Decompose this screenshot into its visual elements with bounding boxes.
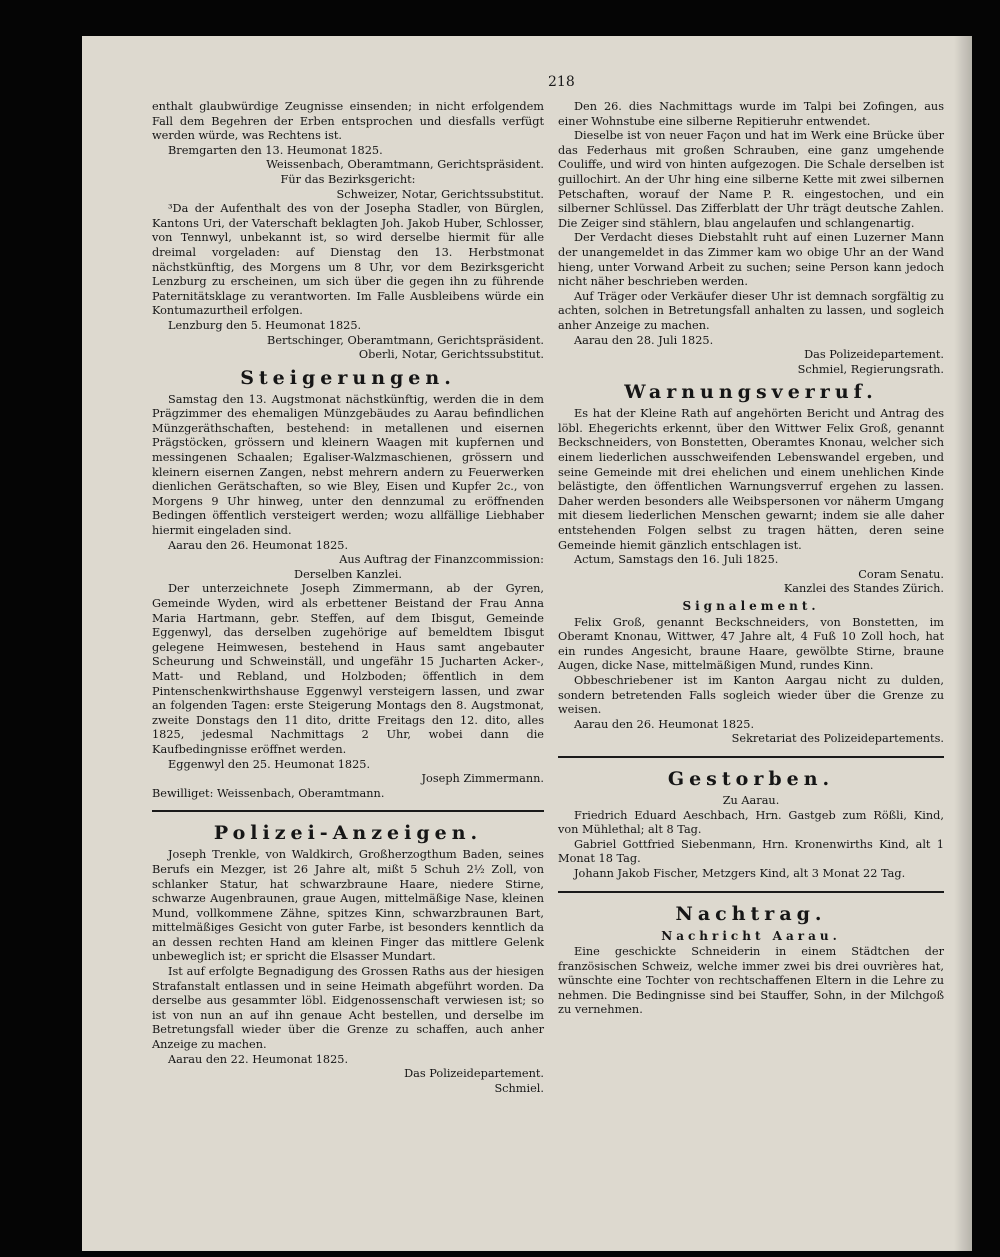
subheading-signalement: Signalement. (682, 599, 820, 613)
signature: Weissenbach, Oberamtmann, Gerichtspräsident. (266, 158, 544, 172)
signature: Bertschinger, Oberamtmann, Gerichtspräsident. (267, 333, 544, 347)
notice-paragraph: Der Verdacht dieses Diebstahlt ruht auf einen Luzerner Mann der unangemeldet in das Zimmer kam wo obige Uhr an der Wand hieng, unter Vorwand Arbeit zu suchen; seine Person kann jedoch nicht näher beschrieben werden. (558, 231, 944, 289)
page-number: 218 (548, 74, 575, 90)
signature: Sekretariat des Polizeidepartements. (731, 732, 944, 746)
notice-paragraph: Ist auf erfolgte Begnadigung des Grossen Raths aus der hiesigen Strafanstalt entlassen und in seine Heimath abgeführt worden. Da derselbe aus gesammter löbl. Eidgenossenschaft verwiesen ist; so ist von nun an auf ihn genaue Acht bestellen, und derselbe im Betretungsfall wieder über die Grenze zu schaffen, auch anher Anzeige zu machen. (152, 965, 544, 1052)
notice-paragraph: Eine geschickte Schneiderin in einem Städtchen der französischen Schweiz, welche immer zwei bis drei ouvrières hat, wünschte eine Tochter von rechtschaffenen Eltern in die Lehre zu nehmen. Die Bedingnisse sind bei Stauffer, Sohn, in der Milchgoß zu vernehmen. (558, 945, 944, 1017)
divider (558, 756, 944, 758)
signature: Oberli, Notar, Gerichtssubstitut. (358, 348, 544, 362)
notice-paragraph: Joseph Trenkle, von Waldkirch, Großherzogthum Baden, seines Berufs ein Mezger, ist 26 Jahre alt, mißt 5 Schuh 2½ Zoll, von schlanker Statur, hat schwarzbraune Haare, niedere Stirne, schwarze Augenbraunen, graue Augen, mittelmäßige Nase, kleinen Mund, vollkommene Zähne, spitzes Kinn, schwarzbraunen Bart, mittelmäßiges Gesicht von guter Farbe, ist besonders kenntlich da an dessen rechten Hand am kleinen Finger das mittlere Gelenk unbeweglich ist; er spricht die Elsasser Mundart. (152, 848, 544, 964)
notice-paragraph: Obbeschriebener ist im Kanton Aargau nicht zu dulden, sondern betretenden Falls sogleich wieder über die Grenze zu weisen. (558, 673, 944, 717)
signature: Bewilliget: Weissenbach, Oberamtmann. (152, 786, 385, 800)
signature: Das Polizeidepartement. (804, 348, 944, 362)
newspaper-page (82, 36, 972, 1251)
divider (152, 810, 544, 812)
signature: Kanzlei des Standes Zürich. (783, 582, 944, 596)
death-entry: Gabriel Gottfried Siebenmann, Hrn. Kronenwirths Kind, alt 1 Monat 18 Tag. (558, 837, 944, 866)
signature: Für das Bezirksgericht: (280, 172, 416, 186)
left-column (152, 100, 544, 1096)
place-date: Bremgarten den 13. Heumonat 1825. (168, 143, 383, 157)
notice-paragraph: Dieselbe ist von neuer Façon und hat im Werk eine Brücke über das Federhaus mit großen Schrauben, eine ganz umgehende Couliffe, und wird von hinten aufgezogen. Die Schale derselben ist guillochirt. An der Uhr hing eine silberne Kette mit zwei silbernen Petschaften, worauf der Name P. R. eingestochen, und ein silberner Schlüssel. Das Zifferblatt der Uhr trägt deutsche Zahlen. Die Zeiger sind stählern, blau angelaufen und schlangenartig. (558, 129, 944, 230)
death-entry: Friedrich Eduard Aeschbach, Hrn. Gastgeb zum Rößli, Kind, von Mühlethal; alt 8 Tag. (558, 808, 944, 837)
section-heading-nachtrag: Nachtrag. (675, 902, 827, 925)
death-entry: Johann Jakob Fischer, Metzgers Kind, alt 3 Monat 22 Tag. (574, 866, 906, 880)
place-date: Aarau den 26. Heumonat 1825. (574, 717, 755, 731)
notice-paragraph: Der unterzeichnete Joseph Zimmermann, ab der Gyren, Gemeinde Wyden, wird als erbettener Beistand der Frau Anna Maria Hartmann, gebr. Steffen, auf dem Ibisgut, Gemeinde Eggenwyl, das derselben zugehörige auf bemeldtem Ibisgut gelegene Heimwesen, bestehend in Haus samt angebauter Scheurung und Schweinställ, und ungefähr 15 Jucharten Acker-, Matt- und Rebland, und Holzboden; öffentlich in dem Pintenschenkwirthshause Eggenwyl versteigern lassen, und zwar an folgenden Tagen: erste Steigerung Montags den 8. Augstmonat, zweite Donstags den 11 dito, dritte Freitags den 12. dito, alles 1825, jedesmal Nachmittags 2 Uhr, wobei dann die Kaufbedingnisse eröffnet werden. (152, 582, 544, 756)
notice-paragraph: Felix Groß, genannt Beckschneiders, von Bonstetten, im Oberamt Knonau, Wittwer, 47 Jahre alt, 4 Fuß 10 Zoll hoch, hat ein rundes Angesicht, braune Haare, gewölbte Stirne, braune Augen, dicke Nase, mittelmäßigen Mund, rundes Kinn. (558, 615, 944, 673)
signature: Derselben Kanzlei. (294, 567, 402, 581)
place-date: Aarau den 26. Heumonat 1825. (168, 538, 349, 552)
notice-paragraph: Auf Träger oder Verkäufer dieser Uhr ist demnach sorgfältig zu achten, solchen in Betretungsfall anhalten zu lassen, und sogleich anher Anzeige zu machen. (558, 289, 944, 332)
divider (558, 891, 944, 893)
section-heading-gestorben: Gestorben. (667, 767, 835, 790)
signature: Joseph Zimmermann. (421, 772, 544, 786)
signature: Schmiel, Regierungsrath. (797, 362, 944, 376)
notice-paragraph: enthalt glaubwürdige Zeugnisse einsenden; in nicht erfolgendem Fall dem Begehren der Erben entsprochen und diesfalls verfügt werden würde, was Rechtens ist. (152, 100, 544, 143)
signature: Coram Senatu. (858, 567, 944, 581)
place-date: Aarau den 28. Juli 1825. (574, 333, 714, 347)
signature: Schweizer, Notar, Gerichtssubstitut. (336, 187, 544, 201)
right-column (558, 100, 944, 1018)
section-heading-warnungsverruf: Warnungsverruf. (624, 381, 878, 404)
notice-paragraph: ³Da der Aufenthalt des von der Josepha Stadler, von Bürglen, Kantons Uri, der Vaterschaft beklagten Joh. Jakob Huber, Schlosser, von Tennwyl, unbekannt ist, so wird derselbe hiermit für alle dreimal vorgeladen: auf Dienstag den 13. Herbstmonat nächstkünftig, des Morgens um 8 Uhr, vor dem Bezirksgericht Lenzburg zu erscheinen, um sich über die gegen ihn zu führende Paternitätsklage zu verantworten. Im Falle Ausbleibens würde ein Kontumazurtheil erfolgen. (152, 202, 544, 318)
section-heading-polizei: Polizei-Anzeigen. (213, 822, 483, 845)
subheading-nachricht: Nachricht Aarau. (661, 928, 841, 943)
place-label: Zu Aarau. (722, 793, 780, 807)
place-date: Eggenwyl den 25. Heumonat 1825. (168, 757, 371, 771)
section-heading-steigerungen: Steigerungen. (240, 366, 456, 389)
signature: Das Polizeidepartement. (404, 1067, 544, 1081)
notice-paragraph: Samstag den 13. Augstmonat nächstkünftig, werden die in dem Prägzimmer des ehemaligen Münzgebäudes zu Aarau befindlichen Münzgeräthschaften, bestehend: in metallenen und eisernen Prägstöcken, grössern und kleinern Waagen mit kupfernen und messingenen Schaalen; Egaliser-Walzmaschienen, grössern und kleinern eisernen Zangen, nebst mehrern andern zu Feuerwerken dienlichen Gerätschaften, so wie Bley, Eisen und Kupfer 2c., von Morgens 9 Uhr hinweg, unter den dennzumal zu eröffnenden Bedingen öffentlich versteigert werden; wozu allfällige Liebhaber hiermit eingeladen sind. (152, 392, 544, 538)
place-date: Aarau den 22. Heumonat 1825. (168, 1052, 349, 1066)
place-date: Actum, Samstags den 16. Juli 1825. (574, 553, 779, 567)
signature: Schmiel. (494, 1081, 544, 1095)
signature: Aus Auftrag der Finanzcommission: (339, 553, 544, 567)
notice-paragraph: Den 26. dies Nachmittags wurde im Talpi bei Zofingen, aus einer Wohnstube eine silberne Repitieruhr entwendet. (558, 100, 944, 128)
notice-paragraph: Es hat der Kleine Rath auf angehörten Bericht und Antrag des löbl. Ehegerichts erkennt, über den Wittwer Felix Groß, genannt Beckschneiders, von Bonstetten, Oberamtes Knonau, welcher sich einem liederlichen ausschweifenden Lebenswandel ergeben, und seine Gemeinde mit drei ehelichen und einem unehlichen Kinde belästigte, den öffentlichen Warnungsverruf ergehen zu lassen. Daher werden besonders alle Weibspersonen vor näherm Umgang mit diesem liederlichen Menschen gewarnt; indem sie alle daher entstehenden Folgen selbst zu tragen hätten, deren seine Gemeinde hiemit gänzlich entschlagen ist. (558, 407, 944, 552)
place-date: Lenzburg den 5. Heumonat 1825. (168, 318, 362, 332)
